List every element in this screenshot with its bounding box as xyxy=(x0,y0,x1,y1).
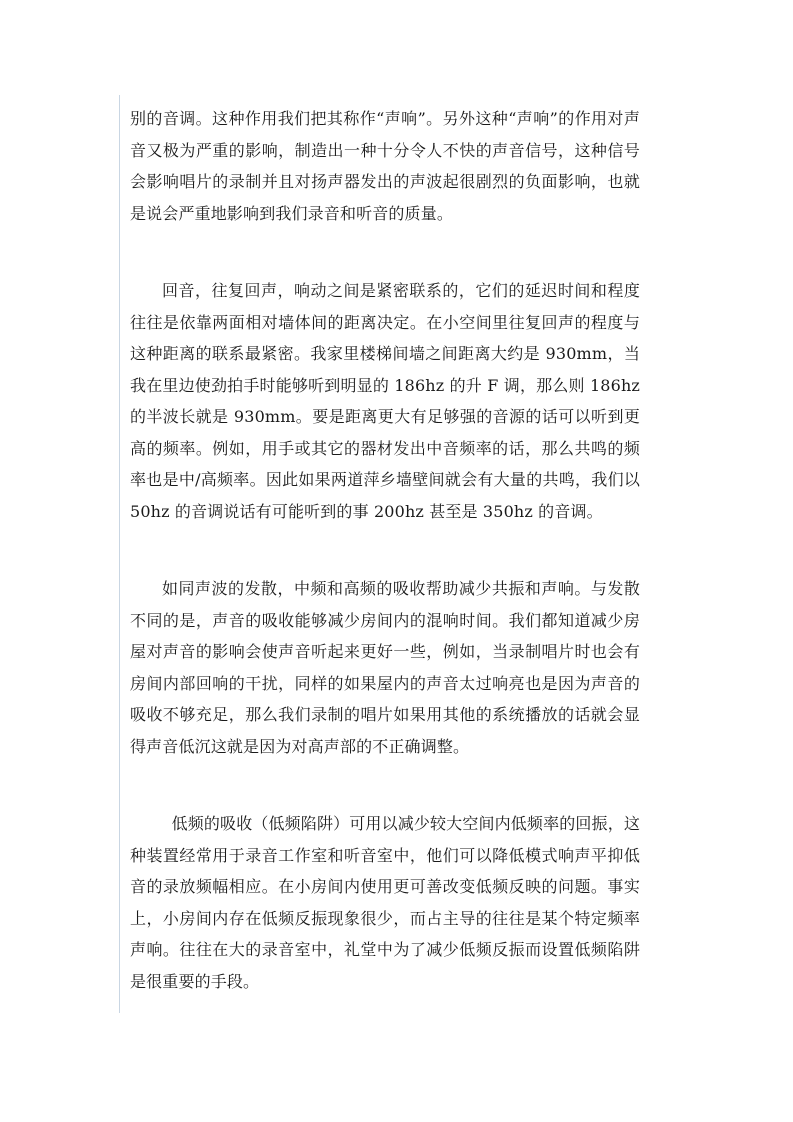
paragraph-3: 如同声波的发散，中频和高频的吸收帮助减少共振和声响。与发散不同的是，声音的吸收能够减少房间内的混响时间。我们都知道减少房屋对声音的影响会使声音听起来更好一些，例如，当录制唱片时也会有房间内部回响的干扰，同样的如果屋内的声音太过响亮也是因为声音的吸收不够充足，那么我们录制的唱片如果用其他的系统播放的话就会显得声音低沉这就是因为对高声部的不正确调整。 xyxy=(130,579,640,756)
document-body xyxy=(130,103,640,997)
paragraph-4: 低频的吸收（低频陷阱）可用以减少较大空间内低频率的回振，这种装置经常用于录音工作室和听音室中，他们可以降低模式响声平抑低音的录放频幅相应。在小房间内使用更可善改变低频反映的问题。事实上，小房间内存在低频反振现象很少，而占主导的往往是某个特定频率声响。往往在大的录音室中，礼堂中为了减少低频反振而设置低频陷阱是很重要的手段。 xyxy=(130,814,640,991)
paragraph-2: 回音，往复回声，响动之间是紧密联系的，它们的延迟时间和程度往往是依靠两面相对墙体间的距离决定。在小空间里往复回声的程度与这种距离的联系最紧密。我家里楼梯间墙之间距离大约是 930mm，当我在里边使劲拍手时能够听到明显的 186hz 的升 F 调，那么则 186hz 的半波长就是 930mm。要是距离更大有足够强的音源的话可以听到更高的频率。例如，用手或其它的器材发出中音频率的话，那么共鸣的频率也是中/高频率。因此如果两道萍乡墙壁间就会有大量的共鸣，我们以 50hz 的音调说话有可能听到的事 200hz 甚至是 350hz 的音调。 xyxy=(130,281,640,521)
paragraph-1: 别的音调。这种作用我们把其称作“声响”。另外这种“声响”的作用对声音又极为严重的影响，制造出一种十分令人不快的声音信号，这种信号会影响唱片的录制并且对扬声器发出的声波起很剧烈的负面影响，也就是说会严重地影响到我们录音和听音的质量。 xyxy=(130,109,640,223)
margin-rule xyxy=(119,95,120,1013)
